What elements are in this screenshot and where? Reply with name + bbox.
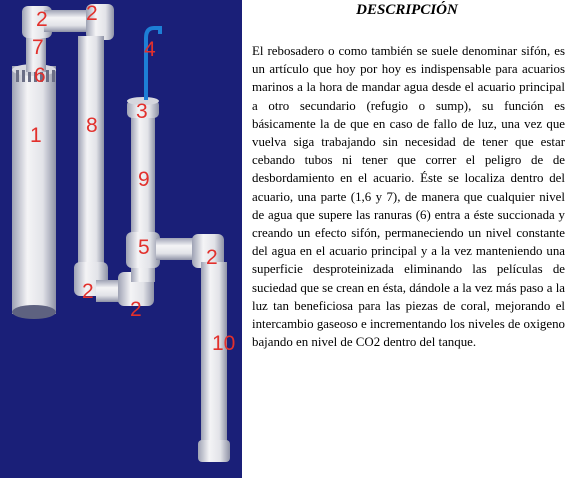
label-10: 10	[212, 332, 236, 355]
outlet-end	[198, 440, 230, 462]
label-3: 3	[136, 100, 148, 123]
description-body: El rebosadero o como también se suele denominar sifón, es un artículo que hoy por hoy es indispensable para acuarios marinos a la hora de mandar agua desde el acuario principal a otro secundario (refugio o sump), su función es básicamente la de que en caso de fallo de luz, una vez que vuelva siga trabajando sin necesidad de tener que estar cebando tubos ni tener que correr el peligro de de desbordamiento en el acuario. Éste se localiza dentro del acuario, una parte (1,6 y 7), de manera que cualquier nivel de agua que supere las ranuras (6) entra a éste succionada y creando un efecto sifón, permaneciendo un nivel constante del agua en el acuario principal y a la vez manteniendo una superficie desproteinizada eliminando las películas de suciedad que se crean en ésta, dándole a la vez más paso a la luz tan beneficiosa para las piezas de coral, mejorando el intercambio gaseoso e incrementando los niveles de oxigeno bajando en nivel de CO2 dentro del tanque.	[252, 44, 565, 350]
label-2-top-left: 2	[36, 8, 48, 31]
label-7: 7	[32, 36, 44, 59]
label-2-down-collar: 2	[82, 280, 94, 303]
overflow-column-bottom	[12, 305, 56, 319]
label-1: 1	[30, 124, 42, 147]
label-2-bottom-elbow: 2	[130, 298, 142, 321]
label-5: 5	[138, 236, 150, 259]
label-6: 6	[34, 64, 46, 87]
siphon-diagram	[0, 0, 242, 478]
label-2-top-right: 2	[86, 2, 98, 25]
label-8: 8	[86, 114, 98, 137]
label-9: 9	[138, 168, 150, 191]
overflow-column	[12, 66, 56, 314]
description-title: DESCRIPCIÓN	[356, 2, 458, 18]
down-pipe	[78, 36, 104, 286]
siphon-diagram-drawing	[0, 0, 242, 478]
description-panel	[246, 0, 568, 478]
outlet-pipe	[201, 262, 227, 458]
label-2-side-elbow: 2	[206, 246, 218, 269]
label-4: 4	[144, 38, 156, 61]
